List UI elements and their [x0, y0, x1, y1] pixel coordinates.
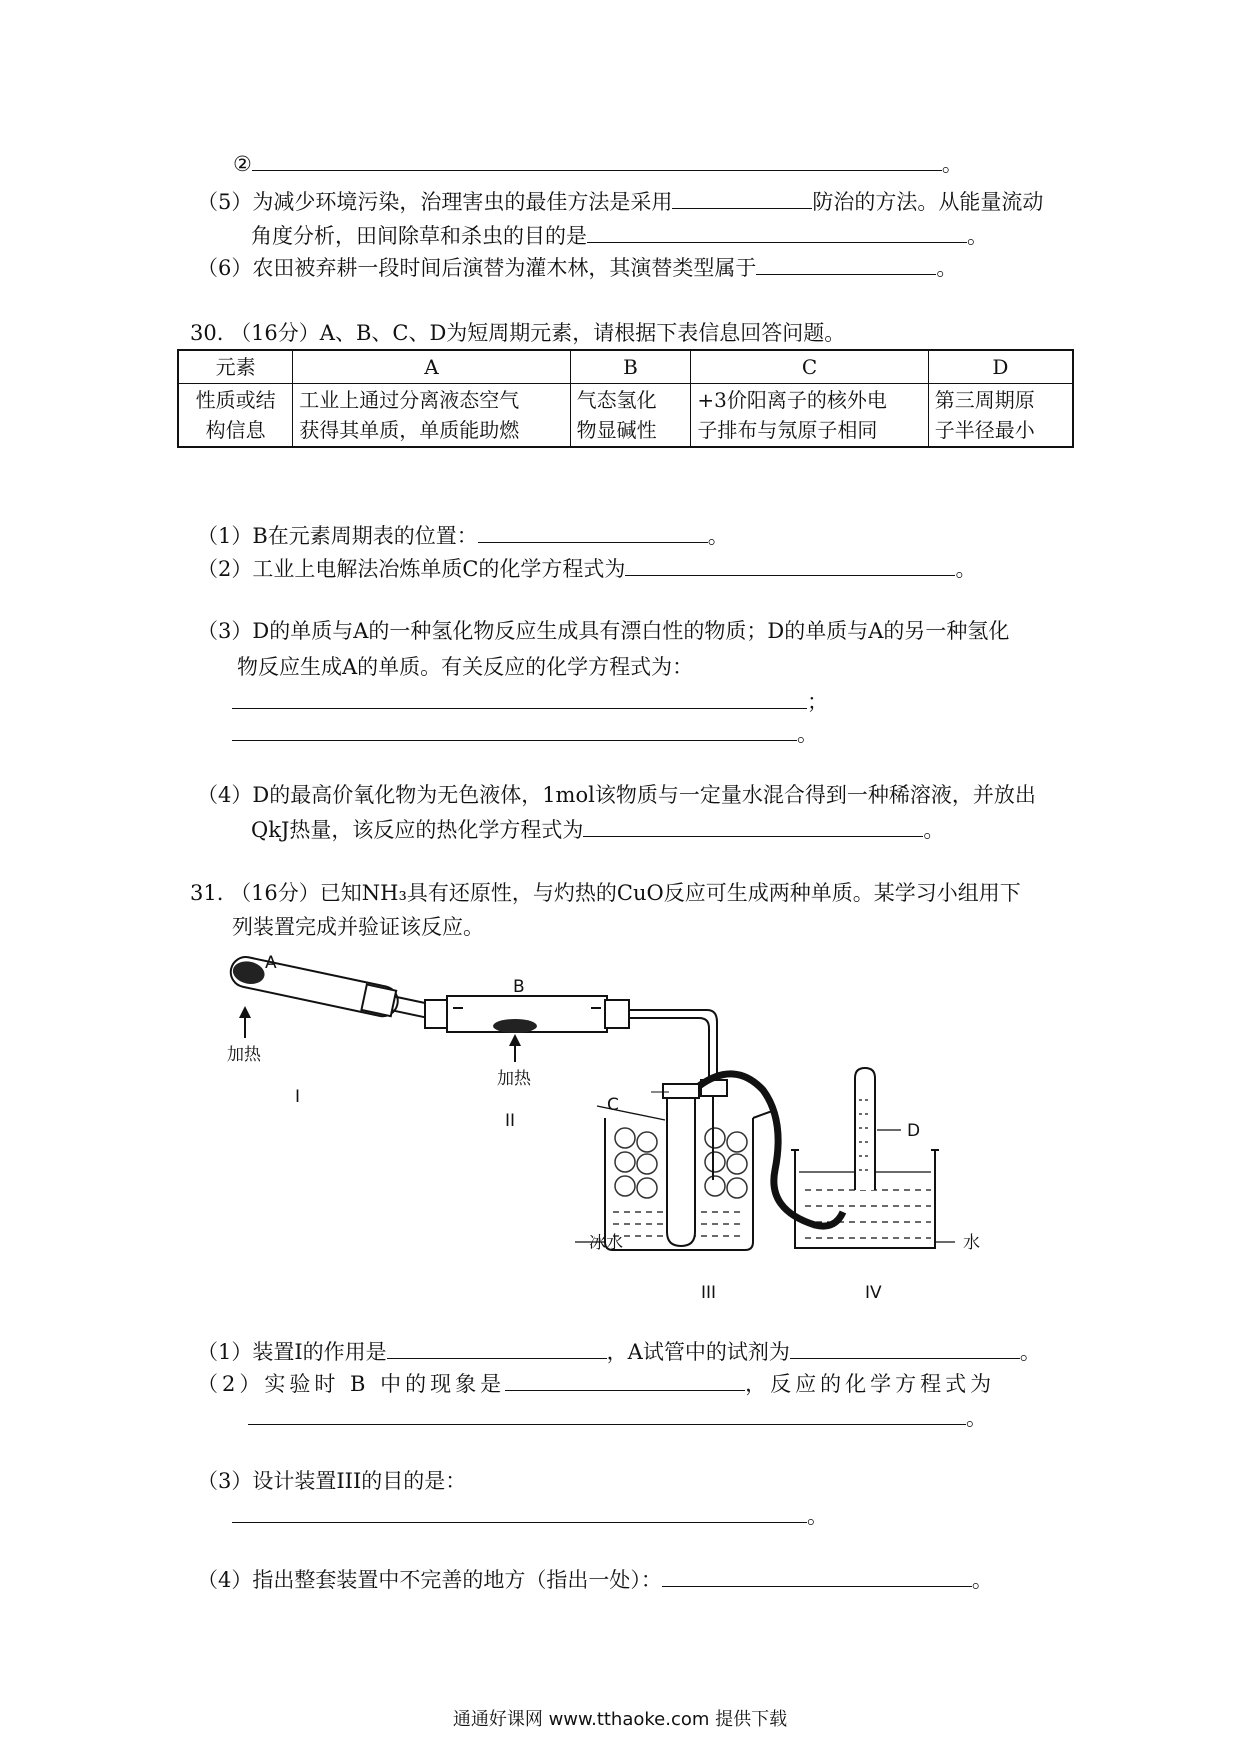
q30-p2-blank[interactable] — [625, 553, 955, 576]
label-B: B — [513, 977, 525, 997]
q31-p4-end: 。 — [971, 1568, 993, 1592]
element-info-table — [177, 349, 1074, 448]
q29-line-2-end: 。 — [941, 152, 963, 176]
q29-p5-blank-1[interactable] — [672, 186, 812, 209]
device-IV-label: IV — [865, 1283, 882, 1303]
table-cell-c: +3价阳离子的核外电 子排布与氖原子相同 — [691, 384, 928, 448]
q30-p3-blank-2[interactable] — [232, 718, 797, 741]
heat-label-2: 加热 — [497, 1069, 531, 1089]
page-footer: 通通好课网 www.tthaoke.com 提供下载 — [452, 1709, 788, 1730]
q30-p3-answer-2 — [232, 718, 818, 749]
q31-part-2 — [197, 1368, 995, 1399]
label-D: D — [907, 1121, 921, 1141]
q29-line-2 — [233, 148, 963, 179]
device-I-label: I — [295, 1087, 301, 1107]
device-I-test-tube — [228, 954, 431, 1038]
q31-part-3: （3）设计装置III的目的是： — [197, 1469, 467, 1493]
ice-water-label: 冰水 — [589, 1233, 623, 1253]
q31-p2-end: 。 — [966, 1406, 987, 1430]
q29-p6-text: （6）农田被弃耕一段时间后演替为灌木林，其演替类型属于 — [197, 256, 757, 280]
q30-p1-end: 。 — [707, 524, 729, 548]
apparatus-diagram — [215, 950, 1075, 1310]
device-II-combustion-tube — [425, 996, 717, 1080]
q29-p5-text-a: （5）为减少环境污染，治理害虫的最佳方法是采用 — [197, 190, 673, 214]
q31-p2-text-b: ，反应的化学方程式为 — [745, 1372, 996, 1396]
q30-p3-blank-1[interactable] — [232, 686, 807, 709]
device-IV-gas-collection — [791, 1068, 955, 1248]
table-cell-a: 工业上通过分离液态空气 获得其单质，单质能助燃 — [293, 384, 570, 448]
q31-p4-blank[interactable] — [662, 1564, 972, 1587]
q30-p3-answer-1 — [232, 686, 828, 717]
q30-p2-end: 。 — [955, 557, 977, 581]
table-row — [178, 384, 1073, 448]
q31-p1-text-b: ，A试管中的试剂为 — [606, 1340, 790, 1364]
device-II-label: II — [505, 1111, 516, 1131]
q30-p4-end: 。 — [923, 818, 945, 842]
heat-label-1: 加热 — [227, 1045, 261, 1065]
q30-p3-end: 。 — [797, 722, 818, 746]
q31-part-4 — [197, 1564, 993, 1595]
q29-part-5-cont — [251, 220, 988, 251]
label-A: A — [265, 953, 277, 973]
q31-p1-end: 。 — [1019, 1340, 1041, 1364]
q30-stem: 30. （16分）A、B、C、D为短周期元素，请根据下表信息回答问题。 — [190, 321, 846, 345]
q30-part-3: （3）D的单质与A的一种氢化物反应生成具有漂白性的物质；D的单质与A的另一种氢化 — [197, 619, 1010, 643]
q29-circled-2: ② — [233, 152, 252, 176]
q29-p5-text-c: 角度分析，田间除草和杀虫的目的是 — [251, 224, 587, 248]
table-header-row — [178, 350, 1073, 384]
label-C: C — [607, 1095, 619, 1115]
table-header-cell: 元素 — [178, 350, 293, 384]
q29-p5-text-b: 防治的方法。从能量流动 — [812, 190, 1044, 214]
table-header-cell: D — [928, 350, 1073, 384]
q31-p2-blank-2[interactable] — [248, 1402, 966, 1425]
table-cell-b: 气态氢化 物显碱性 — [570, 384, 691, 448]
q29-part-6 — [197, 252, 957, 283]
water-label: 水 — [963, 1233, 980, 1253]
q29-answer-blank-2[interactable] — [252, 148, 942, 171]
q30-p1-text: （1）B在元素周期表的位置： — [197, 524, 478, 548]
q30-p4-blank[interactable] — [583, 814, 923, 837]
q30-p4-text: QkJ热量，该反应的热化学方程式为 — [251, 818, 584, 842]
q30-part-4: （4）D的最高价氧化物为无色液体，1mol该物质与一定量水混合得到一种稀溶液，并放出 — [197, 783, 1036, 807]
q30-p2-text: （2）工业上电解法冶炼单质C的化学方程式为 — [197, 557, 626, 581]
q31-p3-blank[interactable] — [232, 1500, 807, 1523]
q31-p3-answer — [232, 1500, 828, 1531]
q31-p2-blank-1[interactable] — [505, 1368, 745, 1391]
q31-stem: 31. （16分）已知NH₃具有还原性，与灼热的CuO反应可生成两种单质。某学习小组用下 — [190, 881, 1021, 905]
q31-p3-end: 。 — [807, 1504, 828, 1528]
q31-p1-text-a: （1）装置I的作用是 — [197, 1340, 387, 1364]
q31-p1-blank-1[interactable] — [387, 1336, 607, 1359]
table-row-label: 性质或结 构信息 — [178, 384, 293, 448]
q30-p3-semicolon: ； — [807, 690, 828, 714]
table-header-cell: B — [570, 350, 691, 384]
q29-p5-end: 。 — [967, 224, 988, 248]
q29-p6-end: 。 — [936, 256, 958, 280]
q30-part-2 — [197, 553, 976, 584]
q29-p5-blank-2[interactable] — [587, 220, 967, 243]
q30-part-4-cont — [251, 814, 944, 845]
q31-p1-blank-2[interactable] — [790, 1336, 1020, 1359]
q30-p1-blank[interactable] — [478, 520, 708, 543]
q31-p4-text: （4）指出整套装置中不完善的地方（指出一处）： — [197, 1568, 662, 1592]
table-header-cell: A — [293, 350, 570, 384]
q30-part-1 — [197, 520, 729, 551]
q29-part-5 — [197, 186, 1043, 217]
table-cell-d: 第三周期原 子半径最小 — [928, 384, 1073, 448]
q29-p6-blank[interactable] — [756, 252, 936, 275]
q30-part-3-cont: 物反应生成A的单质。有关反应的化学方程式为： — [237, 655, 694, 679]
q31-stem-cont: 列装置完成并验证该反应。 — [232, 915, 484, 939]
table-header-cell: C — [691, 350, 928, 384]
q31-part-1 — [197, 1336, 1041, 1367]
q31-p2-answer — [248, 1402, 987, 1433]
device-III-label: III — [701, 1283, 717, 1303]
q31-p2-text-a: （2）实验时 B 中的现象是 — [197, 1372, 506, 1396]
